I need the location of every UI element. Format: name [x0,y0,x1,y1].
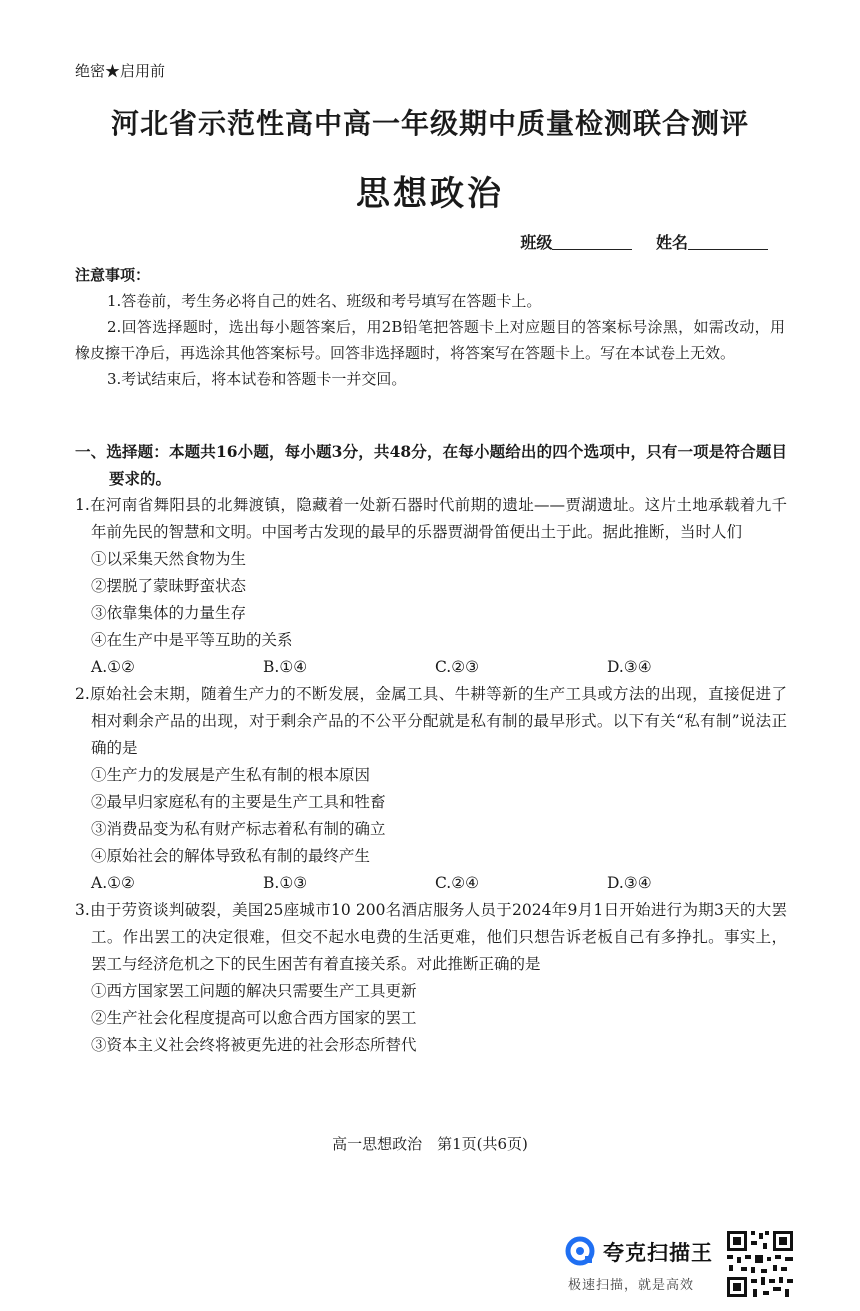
question-stem: 3.由于劳资谈判破裂，美国25座城市10 200名酒店服务人员于2024年9月1日开始进行为期3天的大罢工。作出罢工的决定很难，但交不起水电费的生活更难，他们只想告诉老板自己有多挣扎。事实上，罢工与经济危机之下的民生困苦有着直接关系。对此推断正确的是 [75,901,787,973]
quark-logo-icon [565,1236,595,1266]
page-footer: 高一思想政治 第1页(共6页) [332,1135,528,1153]
statement-option: ②最早归家庭私有的主要是生产工具和牲畜 [91,793,386,811]
choice-a: A.①② [91,658,135,676]
question-stem: 2.原始社会末期，随着生产力的不断发展，金属工具、牛耕等新的生产工具或方法的出现，直接促进了相对剩余产品的出现，对于剩余产品的不公平分配就是私有制的最早形式。以下有关“私有制”说法正确的是 [75,685,787,757]
statement-option: ②摆脱了蒙昧野蛮状态 [91,577,247,595]
statement-option: ③依靠集体的力量生存 [91,604,247,622]
section-heading: 一、选择题：本题共16小题，每小题3分，共48分，在每小题给出的四个选项中，只有一项是符合题目要求的。 [75,442,787,488]
choice-c: C.②③ [435,658,480,676]
choice-b: B.①③ [263,874,308,892]
brand-slogan: 极速扫描，就是高效 [568,1278,695,1293]
name-blank [688,233,768,250]
question-3 [75,897,787,1059]
choice-b: B.①④ [263,658,308,676]
instructions [75,262,785,392]
question-2 [75,681,787,897]
class-blank [552,233,632,250]
statement-option: ①以采集天然食物为生 [91,550,247,568]
question-1 [75,492,787,681]
instruction-item: 3.考试结束后，将本试卷和答题卡一并交回。 [107,370,407,388]
statement-option: ③资本主义社会终将被更先进的社会形态所替代 [91,1036,417,1054]
class-label: 班级 [520,233,553,252]
name-label: 姓名 [655,233,688,252]
choice-d: D.③④ [607,874,652,892]
instruction-item: 1.答卷前，考生务必将自己的姓名、班级和考号填写在答题卡上。 [107,292,542,310]
answer-choices [75,870,787,897]
statement-option: ④在生产中是平等互助的关系 [91,631,293,649]
confidential-label: 绝密★启用前 [75,62,166,80]
choice-d: D.③④ [607,658,652,676]
brand-name: 夸克扫描王 [603,1241,713,1265]
choice-c: C.②④ [435,874,480,892]
qr-code-icon [725,1229,795,1299]
instructions-heading: 注意事项： [75,266,151,284]
subject-title: 思想政治 [356,174,504,214]
instruction-item: 2.回答选择题时，选出每小题答案后，用2B铅笔把答题卡上对应题目的答案标号涂黑，如需改动，用橡皮擦干净后，再选涂其他答案标号。回答非选择题时，将答案写在答题卡上。写在本试卷上无效。 [75,318,785,362]
statement-option: ①生产力的发展是产生私有制的根本原因 [91,766,371,784]
question-stem: 1.在河南省舞阳县的北舞渡镇，隐藏着一处新石器时代前期的遗址——贾湖遗址。这片土地承载着九千年前先民的智慧和文明。中国考古发现的最早的乐器贾湖骨笛便出土于此。据此推断，当时人们 [75,496,787,541]
statement-option: ③消费品变为私有财产标志着私有制的确立 [91,820,386,838]
answer-choices [75,654,787,681]
scanner-watermark [565,1232,715,1292]
statement-option: ④原始社会的解体导致私有制的最终产生 [91,847,371,865]
questions-area [75,438,787,1059]
choice-a: A.①② [91,874,135,892]
statement-option: ②生产社会化程度提高可以愈合西方国家的罢工 [91,1009,417,1027]
statement-option: ①西方国家罢工问题的解决只需要生产工具更新 [91,982,417,1000]
student-fields [520,230,768,253]
exam-title: 河北省示范性高中高一年级期中质量检测联合测评 [110,107,749,140]
